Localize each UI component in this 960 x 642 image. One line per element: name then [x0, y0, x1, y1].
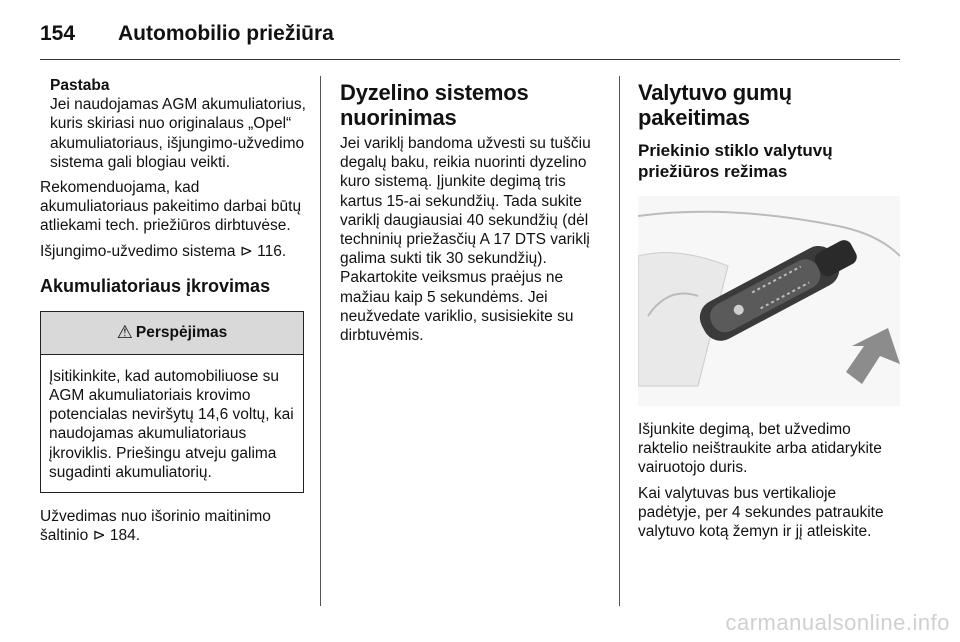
page-number: 154: [40, 22, 76, 45]
warning-header: [41, 312, 303, 355]
reference-arrow-icon: ⊳: [239, 242, 253, 260]
column-right: [638, 76, 900, 541]
paragraph-ignition-off: Išjunkite degimą, bet užvedimo raktelio neištraukite arba atidarykite vairuotojo duris.: [638, 421, 882, 477]
column-middle: [340, 76, 610, 345]
jump-start-page-link[interactable]: 184.: [109, 527, 141, 545]
note-text: Jei naudojamas AGM akumuliatorius, kuris skiriasi nuo originalaus „Opel“ akumuliatoriaus, išjungimo-užvedimo sistema gali blogiau veikti.: [50, 96, 306, 171]
column-divider-1: [320, 76, 321, 606]
paragraph-jump-start-ref: [40, 507, 308, 545]
wiper-lever-illustration: [638, 196, 900, 406]
paragraph-pull-lever: Kai valytuvas bus vertikalioje padėtyje, per 4 sekundes patraukite valytuvo kotą žemyn ir jį atleiskite.: [638, 484, 884, 541]
watermark: carmanualsonline.info: [725, 610, 950, 635]
paragraph-recommendation: Rekomenduojama, kad akumuliatoriaus pakeitimo darbai būtų atliekami tech. priežiūros dirbtuvėse.: [40, 179, 302, 235]
section-heading-battery-charging: Akumuliatoriaus įkrovimas: [40, 275, 271, 296]
subheading-wiper-service-mode: Priekinio stiklo valytuvų priežiūros režimas: [638, 141, 833, 181]
warning-title: Perspėjimas: [135, 324, 228, 342]
pull-down-arrow-icon: [846, 328, 900, 384]
stop-start-text: Išjungimo-užvedimo sistema: [40, 242, 240, 260]
warning-triangle-icon: ⚠: [116, 322, 133, 343]
section-heading-wiper-blade: Valytuvo gumų pakeitimas: [638, 80, 792, 130]
jump-start-text: Užvedimas nuo išorinio maitinimo šaltinio: [40, 508, 271, 545]
note-box: [50, 76, 308, 172]
warning-box: [40, 311, 304, 493]
note-title: Pastaba: [50, 77, 110, 94]
section-heading-diesel-bleeding: Dyzelino sistemos nuorinimas: [340, 80, 529, 130]
column-divider-2: [619, 76, 620, 606]
stop-start-page-link[interactable]: 116.: [257, 242, 287, 260]
page-title: Automobilio priežiūra: [118, 22, 334, 45]
warning-text: Įsitikinkite, kad automobiliuose su AGM akumuliatoriais krovimo potencialas neviršytų 14,6 voltų, kai naudojamas akumuliatoriaus įkroviklis. Priešingu atveju galima sugadinti akumuliatorių.: [49, 367, 294, 481]
header-divider: [40, 59, 900, 60]
paragraph-diesel-bleeding: Jei variklį bandoma užvesti su tuščiu degalų baku, reikia nuorinti dyzelino kuro sistemą. Įjunkite degimą tris kartus 15-ai sekundžių. Tada sukite variklį daugiausiai 40 sekundžių (dėl techninių priežasčių A 17 DTS variklį galima sukti tik 30 sekundžių). Pakartokite veiksmus praėjus ne mažiau kaip 5 sekundėms. Jei neužvedate variklio, susisiekite su dirbtuvėmis.: [340, 135, 591, 345]
paragraph-stop-start-ref: [40, 242, 308, 261]
reference-arrow-icon: ⊳: [92, 527, 106, 545]
page-header: [40, 14, 900, 54]
column-left: [40, 76, 308, 545]
